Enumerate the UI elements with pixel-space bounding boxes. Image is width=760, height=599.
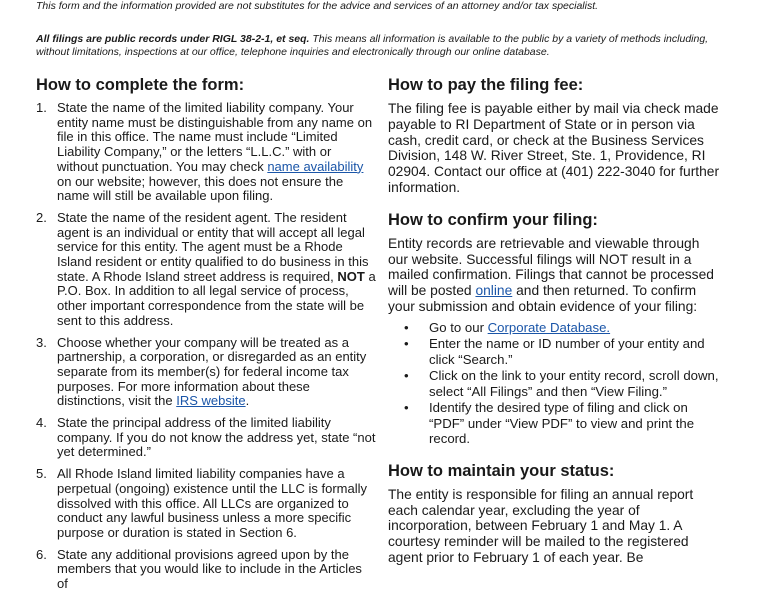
maintain-status-heading: How to maintain your status: — [388, 461, 615, 480]
confirm-steps-list — [388, 320, 723, 447]
confirm-filing-heading: How to confirm your filing: — [388, 210, 598, 229]
bullet-icon: • — [404, 336, 409, 352]
disclaimer-note: This form and the information provided are not substitutes for the advice and services of an attorney and/or tax specialist. — [36, 0, 599, 12]
step-number: 2. — [36, 209, 47, 225]
step-number: 6. — [36, 546, 47, 562]
bullet-icon: • — [404, 368, 409, 384]
name-availability-link[interactable]: name availability — [267, 158, 364, 174]
pay-fee-section — [388, 75, 723, 196]
step-item — [36, 548, 376, 592]
list-item — [388, 368, 723, 399]
step-item — [36, 467, 376, 541]
corporate-database-link[interactable]: Corporate Database. — [487, 319, 611, 335]
bullet-icon: • — [404, 319, 409, 335]
step-text: State any additional provisions agreed upon by the members that you would like to include in the Articles of — [57, 546, 362, 592]
list-item — [388, 400, 723, 447]
step-text: All Rhode Island limited liability companies have a perpetual (ongoing) existence until the LLC is formally dissolved with this office. All LLCs are organized to conduct any lawful business unless a more specific purpose or duration is stated in Section 6. — [57, 466, 368, 540]
maintain-status-text: The entity is responsible for filing an annual report each calendar year, excluding the year of incorporation, between February 1 and May 1. A courtesy reminder will be mailed to the registered agent prior to February 1 of each year. Be — [388, 486, 694, 565]
bullet-text: Identify the desired type of filing and click on “PDF” under “View PDF” to view and print the record. — [429, 400, 695, 447]
public-records-detail: This means all information is available to the public by a variety of methods including, without limitations, inspections at our office, telephone inquiries and electronically through our online database. — [36, 33, 709, 58]
instructions-column — [36, 75, 376, 599]
step-text: State the principal address of the limited liability company. If you do not know the address yet, state “not yet determined.” — [57, 415, 376, 460]
public-records-statute: All filings are public records under RIGL 38-2-1, et seq. — [36, 33, 310, 45]
step-number: 5. — [36, 466, 47, 482]
pay-fee-text: The filing fee is payable either by mail via check made payable to RI Department of State or in person via cash, credit card, or check at the Business Services Division, 148 W. River Street, Ste. 1, Providence, RI 02904. Contact our office at (401) 222-3040 for further information. — [388, 101, 720, 195]
list-item — [388, 320, 723, 336]
step-text: State the name of the limited liability company. Your entity name must be distinguishable from any name on file in this office. The name must include “Limited Liability Company,” or the letters “L.L.C.” with or without punctuation. You may check name availability on our website; however, this does not ensure the name will still be available upon filing. — [57, 100, 373, 204]
step-item — [36, 101, 376, 204]
step-number: 3. — [36, 334, 47, 350]
maintain-status-section — [388, 461, 723, 566]
bullet-text: Go to our Corporate Database. — [429, 319, 611, 335]
public-records-note — [36, 33, 736, 59]
irs-website-link[interactable]: IRS website — [176, 393, 246, 409]
list-item — [388, 336, 723, 367]
step-item — [36, 211, 376, 329]
confirm-filing-section — [388, 210, 723, 447]
step-text: Choose whether your company will be treated as a partnership, a corporation, or disregarded as an entity separate from its member(s) for federal income tax purposes. For more information about these distinctions, visit the IRS website. — [57, 334, 367, 409]
confirm-filing-text: Entity records are retrievable and viewable through our website. Successful filings will NOT result in a mailed confirmation. Filings that cannot be processed will be posted online and then returned. To confirm your submission and obtain evidence of your filing: — [388, 235, 714, 314]
info-column — [388, 75, 723, 580]
step-text: State the name of the resident agent. The resident agent is an individual or entity that will accept all legal service for this entity. The agent must be a Rhode Island resident or entity qualified to do business in this state. A Rhode Island street address is required, NOT a P.O. Box. In addition to all legal service of process, other important correspondence from the state will be sent to this address. — [57, 209, 376, 328]
pay-fee-heading: How to pay the filing fee: — [388, 76, 584, 94]
bullet-icon: • — [404, 400, 409, 416]
bullet-text: Click on the link to your entity record, scroll down, select “All Filings” and then “View Filing.” — [429, 368, 719, 399]
online-link[interactable]: online — [475, 283, 513, 299]
step-number: 1. — [36, 100, 47, 115]
steps-list — [36, 101, 376, 592]
step-item — [36, 416, 376, 460]
bullet-text: Enter the name or ID number of your entity and click “Search.” — [429, 336, 705, 367]
step-number: 4. — [36, 415, 47, 431]
complete-form-heading: How to complete the form: — [36, 76, 245, 94]
step-item — [36, 336, 376, 410]
not-emphasis: NOT — [337, 268, 365, 284]
